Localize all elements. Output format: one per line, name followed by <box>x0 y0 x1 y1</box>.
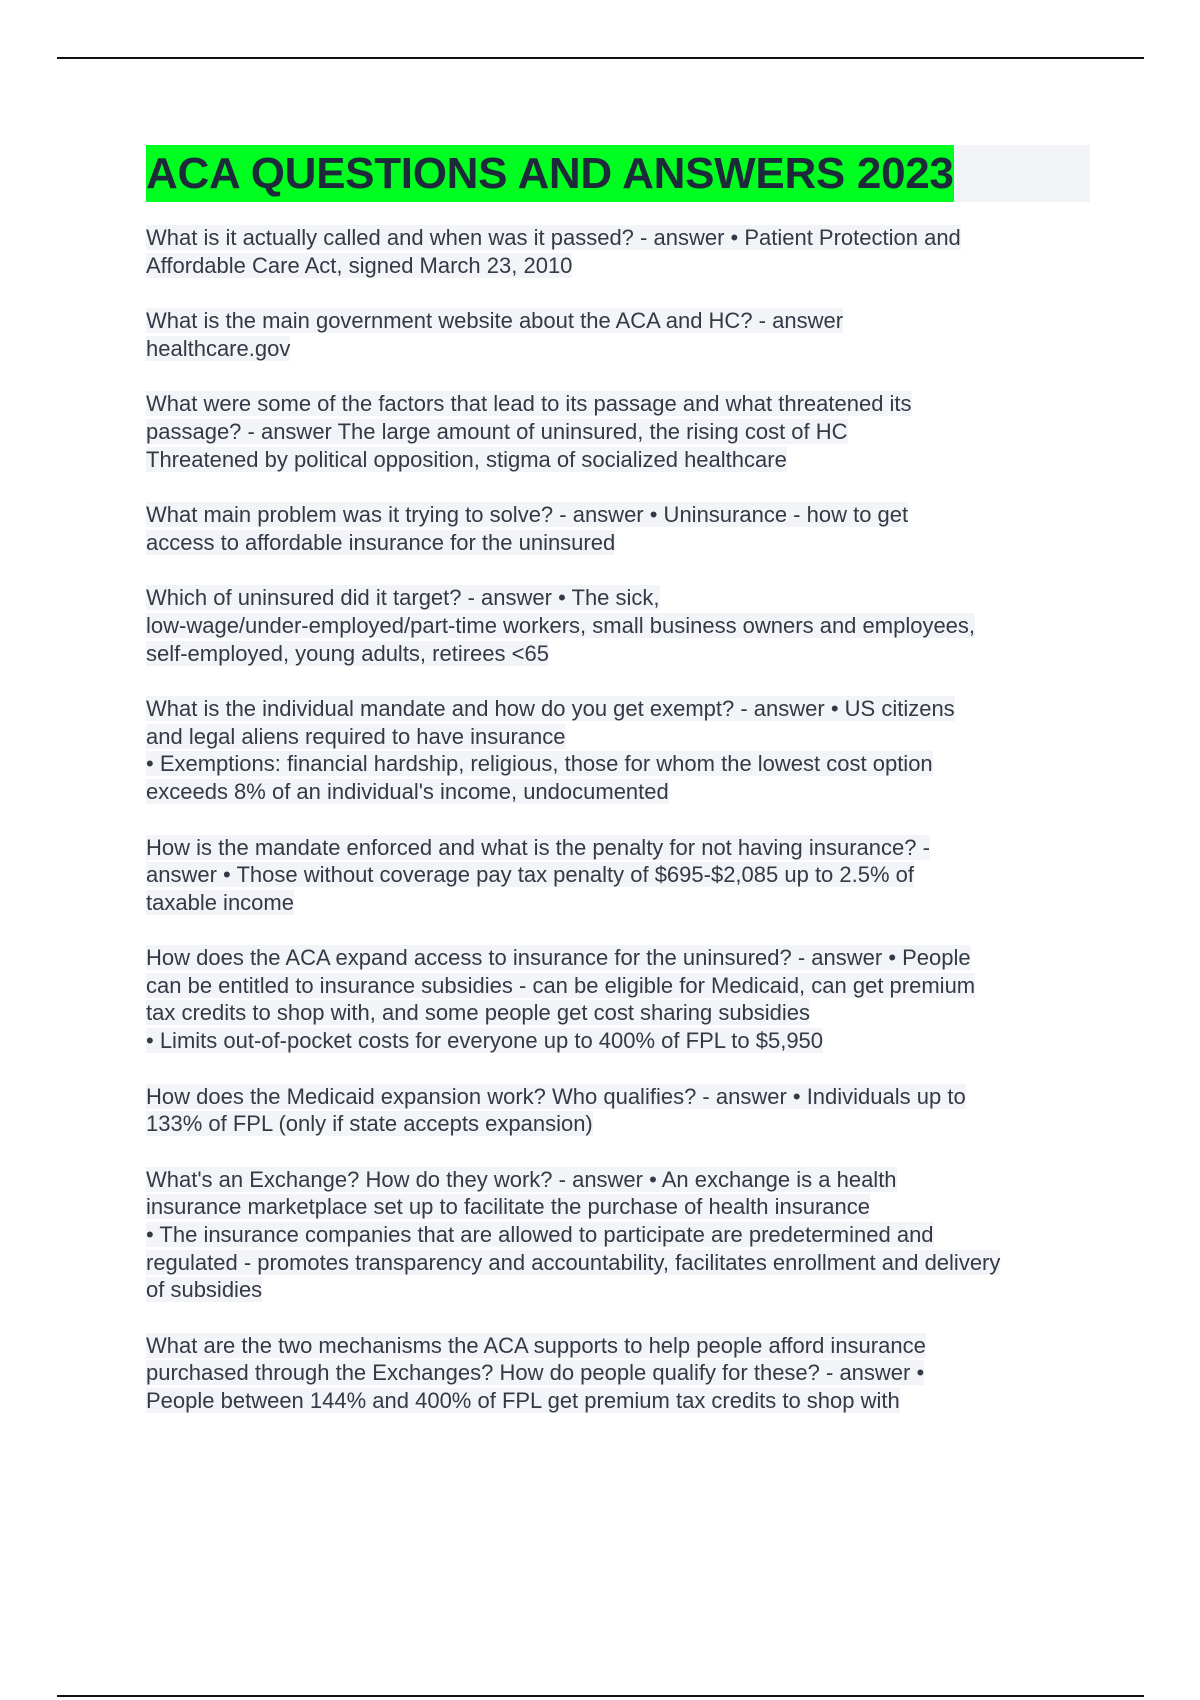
qa-line-text: purchased through the Exchanges? How do people qualify for these? - answer • <box>146 1360 925 1386</box>
qa-line-text: • Exemptions: financial hardship, religious, those for whom the lowest cost option <box>146 751 933 777</box>
qa-line <box>146 224 1091 252</box>
qa-line <box>146 390 1091 418</box>
qa-line-text: of subsidies <box>146 1277 263 1303</box>
qa-line <box>146 252 1091 280</box>
qa-line <box>146 889 1091 917</box>
qa-line <box>146 834 1091 862</box>
qa-line-text: tax credits to shop with, and some people get cost sharing subsidies <box>146 1000 811 1026</box>
qa-item <box>146 1083 1091 1138</box>
header-rule <box>57 57 1144 59</box>
document-title: ACA QUESTIONS AND ANSWERS 2023 <box>146 145 954 202</box>
qa-line-text: How is the mandate enforced and what is the penalty for not having insurance? - <box>146 834 930 860</box>
qa-line <box>146 1027 1091 1055</box>
qa-line <box>146 446 1091 474</box>
qa-line <box>146 861 1091 889</box>
qa-line <box>146 307 1091 335</box>
qa-line <box>146 750 1091 778</box>
qa-line-text: insurance marketplace set up to facilitate the purchase of health insurance <box>146 1194 870 1220</box>
qa-line-text: access to affordable insurance for the uninsured <box>146 529 616 555</box>
title-band <box>146 145 1090 202</box>
qa-line <box>146 529 1091 557</box>
qa-line <box>146 1387 1091 1415</box>
qa-item <box>146 944 1091 1054</box>
qa-line-text: • Limits out-of-pocket costs for everyone up to 400% of FPL to $5,950 <box>146 1028 824 1054</box>
qa-item <box>146 224 1091 279</box>
qa-item <box>146 1332 1091 1415</box>
qa-line-text: passage? - answer The large amount of uninsured, the rising cost of HC <box>146 418 848 444</box>
qa-line-text: low-wage/under-employed/part-time workers, small business owners and employees, <box>146 612 976 638</box>
qa-item <box>146 695 1091 805</box>
qa-line <box>146 695 1091 723</box>
qa-line-text: Affordable Care Act, signed March 23, 2010 <box>146 252 573 278</box>
qa-line <box>146 1332 1091 1360</box>
qa-line <box>146 1221 1091 1249</box>
qa-line-text: exceeds 8% of an individual's income, undocumented <box>146 778 669 804</box>
qa-list <box>146 224 1091 1415</box>
qa-item <box>146 501 1091 556</box>
qa-line-text: healthcare.gov <box>146 335 291 361</box>
qa-line <box>146 1110 1091 1138</box>
qa-line-text: What are the two mechanisms the ACA supports to help people afford insurance <box>146 1332 926 1358</box>
qa-line <box>146 972 1091 1000</box>
qa-line-text: answer • Those without coverage pay tax penalty of $695-$2,085 up to 2.5% of <box>146 862 915 888</box>
qa-line-text: What's an Exchange? How do they work? - answer • An exchange is a health <box>146 1166 897 1192</box>
qa-item <box>146 390 1091 473</box>
qa-line <box>146 584 1091 612</box>
qa-item <box>146 1166 1091 1304</box>
qa-item <box>146 584 1091 667</box>
qa-line-text: can be entitled to insurance subsidies - can be eligible for Medicaid, can get premium <box>146 972 976 998</box>
qa-item <box>146 834 1091 917</box>
qa-line-text: • The insurance companies that are allowed to participate are predetermined and <box>146 1222 934 1248</box>
qa-line <box>146 501 1091 529</box>
qa-line <box>146 778 1091 806</box>
qa-line <box>146 723 1091 751</box>
qa-line <box>146 1249 1091 1277</box>
qa-line <box>146 944 1091 972</box>
qa-line-text: How does the Medicaid expansion work? Who qualifies? - answer • Individuals up to <box>146 1083 966 1109</box>
qa-line-text: What is it actually called and when was it passed? - answer • Patient Protection and <box>146 225 961 250</box>
qa-line <box>146 418 1091 446</box>
qa-line-text: What main problem was it trying to solve? - answer • Uninsurance - how to get <box>146 502 909 528</box>
qa-line-text: What is the individual mandate and how do you get exempt? - answer • US citizens <box>146 696 955 722</box>
qa-line-text: What were some of the factors that lead to its passage and what threatened its <box>146 391 912 417</box>
qa-line <box>146 1359 1091 1387</box>
qa-line-text: self-employed, young adults, retirees <65 <box>146 640 549 666</box>
qa-line-text: What is the main government website about the ACA and HC? - answer <box>146 308 844 334</box>
qa-line <box>146 335 1091 363</box>
qa-line <box>146 1083 1091 1111</box>
qa-line-text: People between 144% and 400% of FPL get premium tax credits to shop with <box>146 1388 900 1413</box>
qa-line <box>146 612 1091 640</box>
qa-line-text: Which of uninsured did it target? - answer • The sick, <box>146 585 660 611</box>
footer-rule <box>57 1695 1144 1697</box>
document-body <box>146 145 1091 1443</box>
qa-line-text: regulated - promotes transparency and accountability, facilitates enrollment and delivery <box>146 1249 1001 1275</box>
qa-line-text: taxable income <box>146 889 294 915</box>
qa-item <box>146 307 1091 362</box>
qa-line-text: Threatened by political opposition, stigma of socialized healthcare <box>146 446 787 472</box>
qa-line <box>146 640 1091 668</box>
qa-line-text: How does the ACA expand access to insurance for the uninsured? - answer • People <box>146 945 971 971</box>
qa-line-text: 133% of FPL (only if state accepts expansion) <box>146 1111 593 1137</box>
qa-line <box>146 1276 1091 1304</box>
qa-line <box>146 1166 1091 1194</box>
qa-line <box>146 999 1091 1027</box>
qa-line-text: and legal aliens required to have insurance <box>146 723 566 749</box>
qa-line <box>146 1193 1091 1221</box>
